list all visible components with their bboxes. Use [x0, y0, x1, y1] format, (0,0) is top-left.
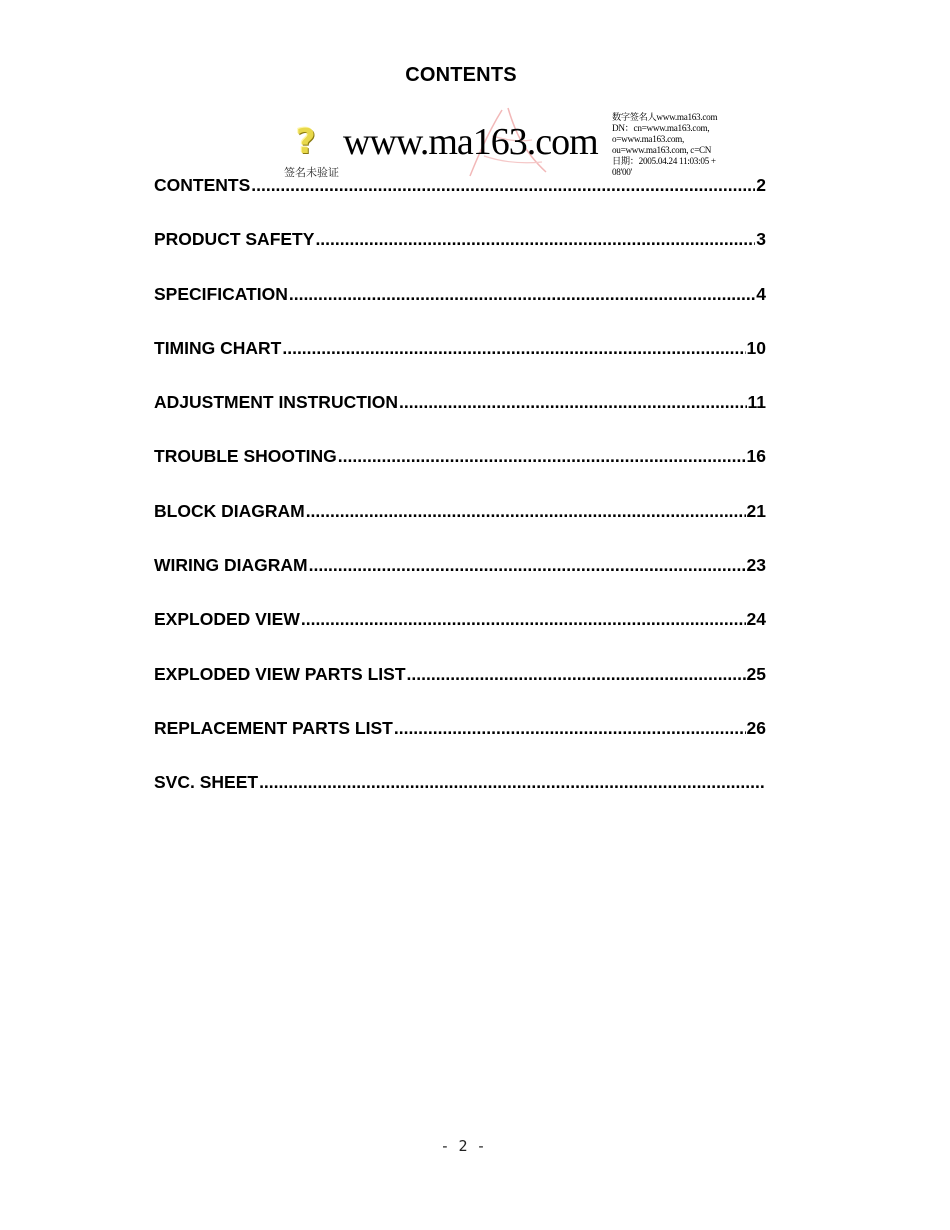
signature-unverified-label: 签名未验证 [284, 166, 339, 179]
toc-entry-specification[interactable] [154, 284, 766, 338]
toc-leader-dots [301, 609, 746, 630]
signature-detail-line: 数字签名人www.ma163.com [612, 112, 718, 122]
toc-entry-exploded-view-parts-list[interactable] [154, 664, 766, 718]
toc-entry-label: EXPLODED VIEW PARTS LIST [154, 663, 406, 684]
page-number: - 2 - [440, 1137, 486, 1155]
toc-leader-dots [315, 229, 755, 250]
toc-entry-label: EXPLODED VIEW [154, 609, 300, 630]
toc-entry-product-safety[interactable] [154, 229, 766, 283]
toc-entry-trouble-shooting[interactable] [154, 446, 766, 500]
toc-leader-dots [282, 338, 745, 359]
toc-leader-dots [251, 175, 755, 196]
toc-entry-adjustment-instruction[interactable] [154, 392, 766, 446]
page-title: CONTENTS [405, 64, 517, 86]
toc-entry-page: 24 [746, 609, 766, 630]
toc-entry-page: 16 [746, 446, 766, 467]
signature-detail-line: o=www.ma163.com, [612, 134, 684, 144]
toc-entry-page: 26 [746, 717, 766, 738]
toc-entry-page: 23 [746, 555, 766, 576]
toc-entry-block-diagram[interactable] [154, 501, 766, 555]
toc-leader-dots [394, 718, 746, 739]
toc-entry-page: 10 [746, 337, 766, 358]
toc-entry-wiring-diagram[interactable] [154, 555, 766, 609]
toc-entry-label: TIMING CHART [154, 337, 282, 358]
signature-detail-line: ou=www.ma163.com, c=CN [612, 145, 712, 155]
toc-entry-label: REPLACEMENT PARTS LIST [154, 717, 393, 738]
signature-url: www.ma163.com [343, 121, 598, 163]
toc-entry-page: 25 [746, 663, 766, 684]
signature-detail-line: 08'00' [612, 167, 632, 177]
toc-leader-dots [407, 664, 746, 685]
toc-leader-dots [338, 446, 746, 467]
toc-entry-svc-sheet[interactable] [154, 772, 766, 826]
toc-entry-exploded-view[interactable] [154, 609, 766, 663]
toc-leader-dots [259, 772, 765, 793]
toc-entry-contents[interactable] [154, 175, 766, 229]
toc-entry-page: 3 [756, 229, 766, 250]
signature-details [612, 112, 717, 178]
toc-entry-label: BLOCK DIAGRAM [154, 500, 305, 521]
toc-entry-label: SPECIFICATION [154, 283, 288, 304]
toc-entry-page: 2 [756, 175, 766, 195]
toc-entry-label: CONTENTS [154, 175, 251, 195]
toc-leader-dots [309, 555, 746, 576]
toc-entry-label: TROUBLE SHOOTING [154, 446, 337, 467]
signature-unknown-status-icon: ? [296, 122, 316, 162]
toc-entry-page: 21 [746, 500, 766, 521]
toc-leader-dots [289, 284, 755, 305]
toc-entry-timing-chart[interactable] [154, 338, 766, 392]
toc-entry-page: 11 [747, 392, 766, 413]
signature-detail-line: DN：cn=www.ma163.com, [612, 123, 710, 133]
toc-entry-page: 4 [756, 283, 766, 304]
table-of-contents [154, 175, 766, 827]
toc-leader-dots [399, 392, 746, 413]
toc-entry-label: WIRING DIAGRAM [154, 555, 308, 576]
toc-leader-dots [306, 501, 746, 522]
toc-entry-replacement-parts-list[interactable] [154, 718, 766, 772]
toc-entry-label: ADJUSTMENT INSTRUCTION [154, 392, 399, 413]
toc-entry-label: PRODUCT SAFETY [154, 229, 315, 250]
signature-detail-line: 日期：2005.04.24 11:03:05 + [612, 156, 716, 166]
toc-entry-label: SVC. SHEET [154, 772, 259, 793]
